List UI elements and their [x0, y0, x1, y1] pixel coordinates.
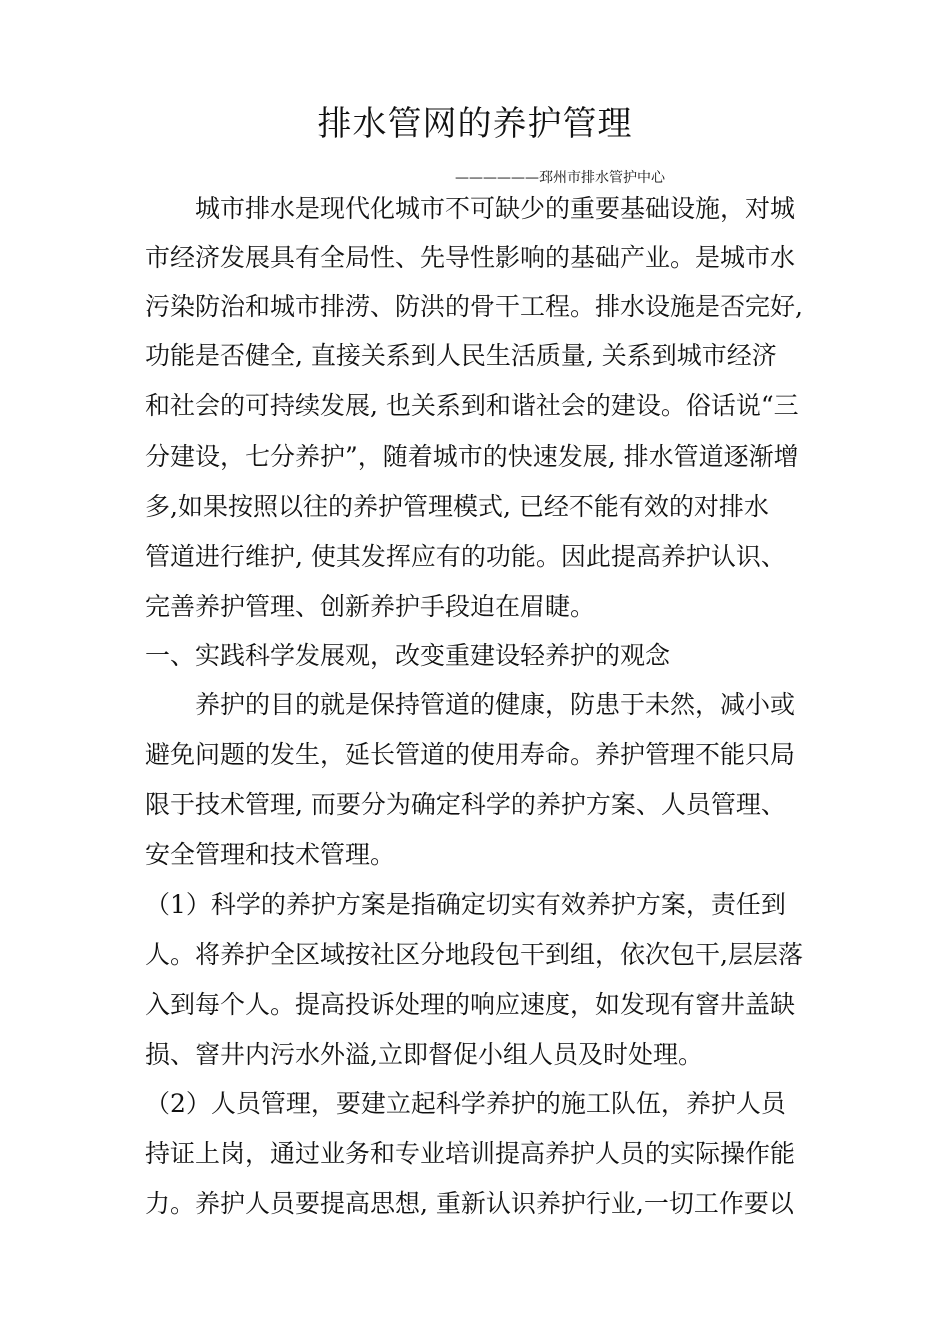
paragraph-line: 完善养护管理、创新养护手段迫在眉睫。 — [145, 592, 596, 621]
paragraph-line: 污染防治和城市排涝、防洪的骨干工程。排水设施是否完好, — [145, 292, 803, 321]
list-item-line: （1）科学的养护方案是指确定切实有效养护方案，责任到 — [145, 890, 786, 919]
paragraph-line: 持证上岗，通过业务和专业培训提高养护人员的实际操作能 — [145, 1139, 796, 1168]
paragraph-line: 多,如果按照以往的养护管理模式, 已经不能有效的对排水 — [145, 492, 769, 521]
paragraph-line: 安全管理和技术管理。 — [145, 840, 396, 869]
document-byline: ——————邳州市排水管护中心 — [455, 170, 665, 186]
paragraph-line: 避免问题的发生，延长管道的使用寿命。养护管理不能只局 — [145, 740, 796, 769]
list-item-line: （2）人员管理，要建立起科学养护的施工队伍，养护人员 — [145, 1089, 786, 1118]
paragraph-line: 限于技术管理, 而要分为确定科学的养护方案、人员管理、 — [145, 790, 786, 819]
paragraph-line: 分建设，七分养护”，随着城市的快速发展, 排水管道逐渐增 — [145, 442, 799, 471]
paragraph-line: 管道进行维护, 使其发挥应有的功能。因此提高养护认识、 — [145, 542, 786, 571]
paragraph-line: 入到每个人。提高投诉处理的响应速度，如发现有窨井盖缺 — [145, 990, 796, 1019]
paragraph-line: 损、窨井内污水外溢,立即督促小组人员及时处理。 — [145, 1040, 703, 1069]
paragraph-line: 养护的目的就是保持管道的健康，防患于未然，减小或 — [195, 690, 796, 719]
paragraph-line: 人。将养护全区域按社区分地段包干到组，依次包干,层层落 — [145, 940, 803, 969]
paragraph-line: 功能是否健全, 直接关系到人民生活质量, 关系到城市经济 — [145, 341, 777, 370]
section-heading: 一、实践科学发展观，改变重建设轻养护的观念 — [145, 641, 671, 670]
paragraph-line: 城市排水是现代化城市不可缺少的重要基础设施，对城 — [195, 194, 796, 223]
paragraph-line: 市经济发展具有全局性、先导性影响的基础产业。是城市水 — [145, 243, 796, 272]
paragraph-line: 和社会的可持续发展, 也关系到和谐社会的建设。俗话说“三 — [145, 391, 799, 420]
document-title: 排水管网的养护管理 — [317, 104, 633, 144]
paragraph-line: 力。养护人员要提高思想, 重新认识养护行业,一切工作要以 — [145, 1189, 794, 1218]
